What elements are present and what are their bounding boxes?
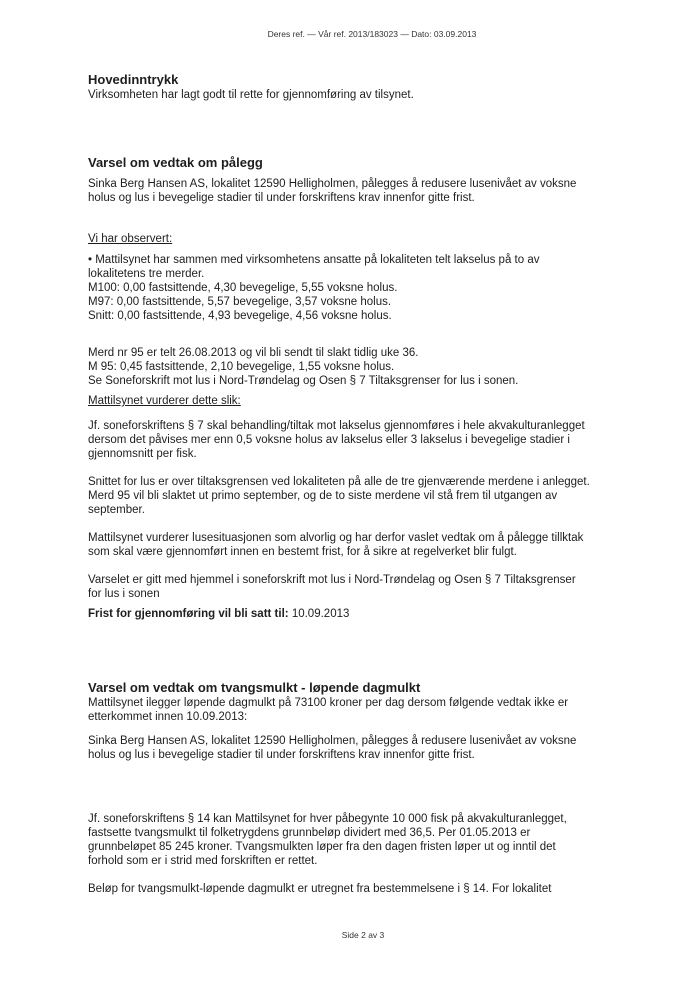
text-line: september. (88, 504, 145, 516)
text-line: forhold som er i strid med forskriften er rettet. (88, 855, 318, 867)
text-line: Sinka Berg Hansen AS, lokalitet 12590 Helligholmen, pålegges å redusere lusenivået av voksne (88, 735, 577, 747)
text-line: Beløp for tvangsmulkt-løpende dagmulkt er utregnet fra bestemmelsene i § 14. For lokalitet (88, 883, 552, 895)
section-hovedinntrykk (88, 72, 668, 102)
page-footer: Side 2 av 3 (341, 930, 385, 940)
text-line: etterkommet innen 10.09.2013: (88, 711, 248, 723)
text-line: holus og lus i bevegelige stadier til under forskriftens krav innenfor gitte frist. (88, 749, 475, 761)
text-line: dersom det påvises mer enn 0,5 voksne holus av lakselus eller 3 lakselus i bevegelige stadier i (88, 434, 570, 446)
text-line: • Mattilsynet har sammen med virksomhetens ansatte på lokaliteten telt lakselus på to av (88, 254, 540, 266)
frist-line (88, 607, 668, 621)
text-line: Jf. soneforskriftens § 14 kan Mattilsynet for hver påbegynte 10 000 fisk på akvakulturanlegget, (88, 813, 567, 825)
page-header: Deres ref. — Vår ref. 2013/183023 — Dato: 03.09.2013 (267, 29, 477, 39)
section-paragraf-14 (88, 812, 668, 896)
label-observert: Vi har observert: (88, 233, 173, 245)
heading-varsel-palegg: Varsel om vedtak om pålegg (88, 155, 263, 170)
text-line: Mattilsynet ilegger løpende dagmulkt på 73100 kroner per dag dersom følgende vedtak ikke er (88, 697, 569, 709)
text-line: Jf. soneforskriftens § 7 skal behandling/tiltak mot lakselus gjennomføres i hele akvakulturanlegget (88, 420, 585, 432)
section-observert (88, 232, 668, 323)
text-line: gjennomsnitt per fisk. (88, 448, 197, 460)
section-varsel-palegg (88, 155, 668, 205)
text-line: fastsette tvangsmulkt til folketrygdens grunnbeløp dividert med 36,5. Per 01.05.2013 er (88, 827, 531, 839)
text-line: Snittet for lus er over tiltaksgrensen ved lokaliteten på alle de tre gjenværende merdene i anlegget. (88, 476, 590, 488)
heading-hovedinntrykk: Hovedinntrykk (88, 72, 179, 87)
text-line: Se Soneforskrift mot lus i Nord-Trøndelag og Osen § 7 Tiltaksgrenser for lus i sonen. (88, 375, 519, 387)
text-line: for lus i sonen (88, 588, 160, 600)
frist-date: 10.09.2013 (288, 608, 350, 620)
text-hovedinntrykk: Virksomheten har lagt godt til rette for gjennomføring av tilsynet. (88, 89, 414, 101)
text-line: M100: 0,00 fastsittende, 4,30 bevegelige, 5,55 voksne holus. (88, 282, 398, 294)
text-line: M97: 0,00 fastsittende, 5,57 bevegelige, 3,57 voksne holus. (88, 296, 392, 308)
label-vurderer: Mattilsynet vurderer dette slik: (88, 395, 241, 407)
text-line: M 95: 0,45 fastsittende, 2,10 bevegelige, 1,55 voksne holus. (88, 361, 395, 373)
section-vurderer (88, 394, 668, 621)
text-line: Merd nr 95 er telt 26.08.2013 og vil bli sendt til slakt tidlig uke 36. (88, 347, 419, 359)
text-line: Varselet er gitt med hjemmel i soneforskrift mot lus i Nord-Trøndelag og Osen § 7 Tiltaksgrenser (88, 574, 576, 586)
text-line: lokalitetens tre merder. (88, 268, 205, 280)
section-merd-95 (88, 346, 668, 388)
text-line: Snitt: 0,00 fastsittende, 4,93 bevegelige, 4,56 voksne holus. (88, 310, 392, 322)
section-varsel-tvangsmulkt (88, 680, 668, 762)
text-line: Sinka Berg Hansen AS, lokalitet 12590 Helligholmen, pålegges å redusere lusenivået av voksne (88, 178, 577, 190)
text-line: som skal være gjennomført innen en bestemt frist, for å sikre at regelverket blir fulgt. (88, 546, 517, 558)
text-line: Mattilsynet vurderer lusesituasjonen som alvorlig og har derfor vaslet vedtak om å pålegge tillktak (88, 532, 584, 544)
text-line: grunnbeløpet 85 245 kroner. Tvangsmulkten løper fra den dagen fristen løper ut og inntil det (88, 841, 556, 853)
text-line: Merd 95 vil bli slaktet ut primo september, og de to siste merdene vil stå frem til utgangen av (88, 490, 558, 502)
heading-varsel-tvangsmulkt: Varsel om vedtak om tvangsmulkt - løpende dagmulkt (88, 680, 421, 695)
frist-label: Frist for gjennomføring vil bli satt til: (88, 608, 289, 620)
text-line: holus og lus i bevegelige stadier til under forskriftens krav innenfor gitte frist. (88, 192, 475, 204)
